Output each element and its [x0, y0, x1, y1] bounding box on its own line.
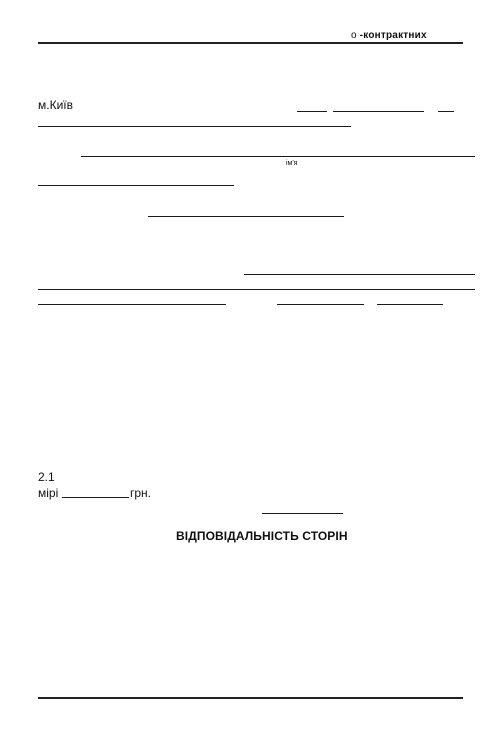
date-day-blank	[297, 111, 327, 112]
name-caption: ім'я	[286, 160, 298, 167]
clause-amount-blank	[62, 497, 129, 498]
clause-amount-suffix: грн.	[130, 486, 152, 500]
party-line-1	[38, 126, 351, 127]
party-line-3	[148, 216, 344, 217]
party-line-6b	[277, 304, 364, 305]
party-name-blank	[81, 156, 475, 157]
section-heading: ВІДПОВІДАЛЬНІСТЬ СТОРІН	[176, 529, 348, 543]
date-year-blank	[438, 111, 454, 112]
clause-line	[262, 513, 343, 514]
party-line-2	[38, 185, 234, 186]
header-prefix: о	[351, 30, 357, 41]
city-label: м.Київ	[38, 98, 73, 112]
party-line-4	[244, 274, 475, 275]
header-rule	[38, 42, 463, 44]
header-text	[351, 30, 427, 42]
header-word: контрактних	[363, 30, 427, 41]
header-dash: -	[359, 30, 364, 41]
date-month-blank	[333, 111, 424, 112]
party-line-6c	[377, 304, 443, 305]
clause-number: 2.1	[38, 470, 55, 484]
party-line-5	[38, 289, 475, 290]
footer-rule	[38, 697, 463, 699]
clause-amount-prefix: мірі	[38, 486, 59, 500]
party-line-6a	[38, 304, 226, 305]
